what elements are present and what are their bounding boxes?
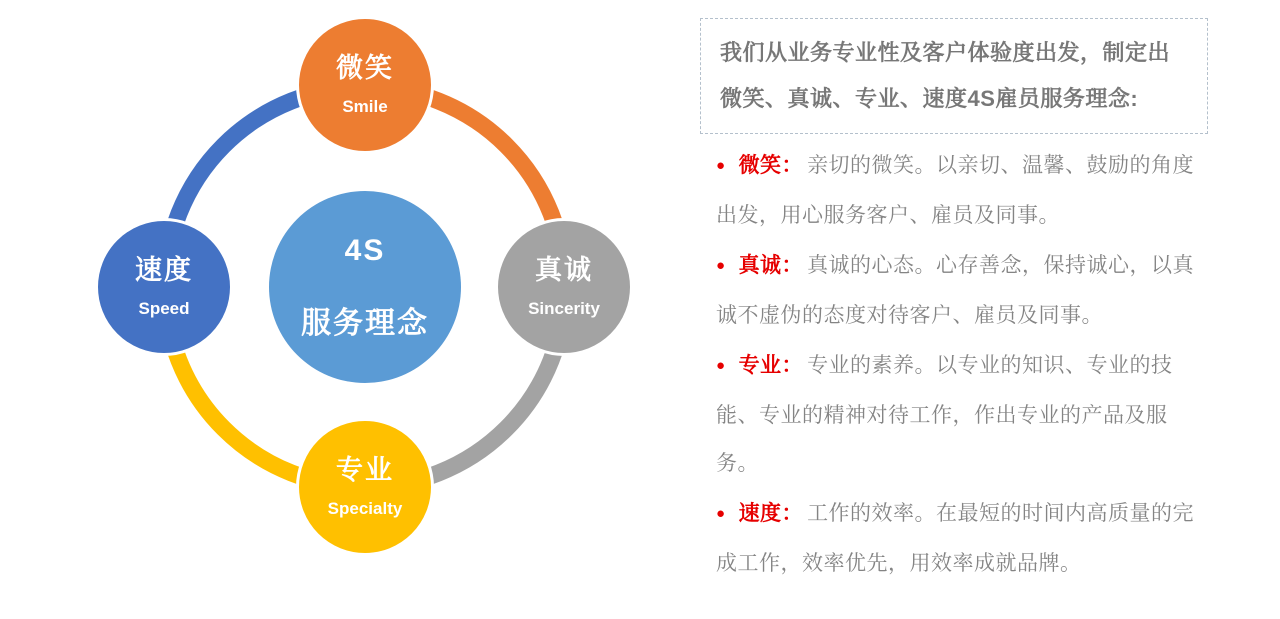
bullet-desc: 专业的素养。以专业的知识、专业的技能、专业的精神对待工作，作出专业的产品及服务。 [716, 354, 1173, 475]
bullet-item-speed [700, 490, 1208, 588]
headline-box [700, 18, 1208, 134]
bullet-term: 速度： [738, 502, 804, 525]
service-bullet-list [700, 142, 1208, 588]
node-sincerity [495, 218, 633, 356]
bullet-dot: ● [716, 257, 726, 274]
node-specialty [296, 418, 434, 556]
node-specialty-zh-label: 专业 [336, 454, 394, 485]
bullet-dot: ● [716, 505, 726, 522]
bullet-desc: 亲切的微笑。以亲切、温馨、鼓励的角度出发，用心服务客户、雇员及同事。 [716, 154, 1195, 227]
node-sincerity-zh-label: 真诚 [535, 254, 593, 285]
node-sincerity-en-label: Sincerity [528, 298, 600, 318]
bullet-desc: 工作的效率。在最短的时间内高质量的完成工作，效率优先，用效率成就品牌。 [716, 502, 1195, 575]
node-smile [296, 16, 434, 154]
bullet-term: 微笑： [738, 154, 804, 177]
node-smile-en-label: Smile [342, 96, 388, 116]
center-title: 4S [344, 234, 386, 267]
bullet-dot: ● [716, 357, 726, 374]
bullet-term: 专业： [738, 354, 804, 377]
node-speed-en-label: Speed [138, 298, 190, 318]
bullet-item-smile [700, 142, 1208, 240]
description-panel [700, 18, 1208, 590]
center-subtitle: 服务理念 [301, 307, 429, 340]
node-smile-zh-label: 微笑 [336, 52, 394, 83]
bullet-desc: 真诚的心态。心存善念，保持诚心，以真诚不虚伪的态度对待客户、雇员及同事。 [716, 254, 1195, 327]
node-speed-zh-label: 速度 [135, 254, 193, 285]
bullet-dot: ● [716, 157, 726, 174]
bullet-item-sincerity [700, 242, 1208, 340]
bullet-item-specialty [700, 342, 1208, 488]
headline-text: 我们从业务专业性及客户体验度出发，制定出微笑、真诚、专业、速度4S雇员服务理念: [720, 40, 1171, 111]
node-specialty-en-label: Specialty [327, 498, 403, 518]
bullet-term: 真诚： [738, 254, 804, 277]
center-node [269, 191, 461, 383]
node-speed [95, 218, 233, 356]
